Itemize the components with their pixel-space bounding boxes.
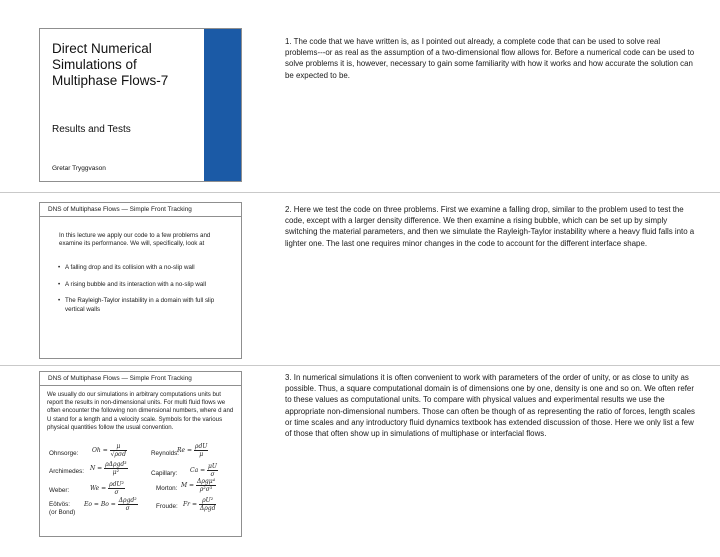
ohnesorge-label: Ohnsorge: xyxy=(49,450,79,457)
slide-nondimensional xyxy=(39,371,242,537)
slide-intro: We usually do our simulations in arbitrary computations units but report the results in non-dimensional units. For multi fluid flows we often encounter the following non dimensional numbers, where d and U stand for a length and a velocity scale. Symbols for the various physical quantities follow the usual convention. xyxy=(47,391,234,431)
list-item-text: The Rayleigh-Taylor instability in a domain with full slip vertical walls xyxy=(65,297,215,313)
page-separator xyxy=(0,365,720,366)
morton-formula: M = $\frac{\text{Δρgμ⁴}}{\text{ρ²σ³}}$ xyxy=(181,478,216,493)
bullet-icon: • xyxy=(58,264,61,271)
froude-formula: Fr = $\frac{\text{ρU²}}{\text{Δρgd}}$ xyxy=(183,497,216,512)
note-3: 3. In numerical simulations it is often convenient to work with parameters of the order of unity, or as close to unity as possible. Thus, a square computational domain is of dimensions one by one, density is one and so on. We often refer to these values as computational units. To compare with physical values and experimental results we use the appropriate non-dimensional numbers. Those can often be though of as representing the ratio of forces, length scales or time scales and any introductory fluid dynamics textbook has extended discussion of those. Here we only list a few of those that often show up in simulations of multiphase or interfacial flows. xyxy=(285,373,695,439)
list-item xyxy=(58,281,233,289)
slide-author: Gretar Tryggvason xyxy=(52,165,106,172)
bullet-list xyxy=(58,264,233,322)
morton-label: Morton: xyxy=(156,485,178,492)
slide-title-text: Direct Numerical Simulations of Multiphase Flows-7 xyxy=(52,41,169,88)
list-item-text: A falling drop and its collision with a no-slip wall xyxy=(65,264,195,271)
slide-title xyxy=(39,28,242,182)
reynolds-label: Reynolds: xyxy=(151,450,180,457)
list-item-text: A rising bubble and its interaction with a no-slip wall xyxy=(65,280,207,288)
weber-formula: We = $\frac{\text{ρdU²}}{\sigma}$ xyxy=(90,481,124,496)
bullet-icon: • xyxy=(58,280,61,288)
list-item xyxy=(58,297,233,313)
eotvos-alt-label: (or Bond) xyxy=(49,509,76,516)
weber-label: Weber: xyxy=(49,487,70,494)
capillary-label: Capillary: xyxy=(151,470,178,477)
accent-bar xyxy=(204,29,241,181)
capillary-formula: Ca = $\frac{\mu U}{\sigma}$ xyxy=(190,463,217,478)
archimedes-label: Archimedes: xyxy=(49,468,84,475)
slide-intro: In this lecture we apply our code to a few problems and examine its performance. We will, specifically, look at xyxy=(59,232,211,248)
reynolds-formula: Re = $\frac{\text{ρdU}}{\mu}$ xyxy=(177,443,208,458)
slide-subtitle: Results and Tests xyxy=(52,124,131,135)
note-1: 1. The code that we have written is, as I pointed out already, a complete code that can be used to solve real problems---or as real as the assumption of a two-dimensional flow allows for. Before a numerical code can be used to solve problems it is, however, necessary to gain some familiarity with how it works and how accurate the solution can be expected to be. xyxy=(285,37,695,80)
archimedes-formula: N = $\frac{\text{ρΔρgd³}}{\text{μ²}}$ xyxy=(90,461,127,476)
note-2: 2. Here we test the code on three problems. First we examine a falling drop, similar to the problem used to test the code, except with a larger density difference. We then examine a rising bubble, which can be set up by simply switching the material parameters, and then we simulate the Rayleigh-Taylor instability where a heavy fluid falls into a lighter one. The last one requires minor changes in the code to account for the different interface shape. xyxy=(285,205,695,248)
bullet-icon: • xyxy=(58,297,61,305)
page-separator xyxy=(0,192,720,193)
slide-overview xyxy=(39,202,242,359)
slide-header: DNS of Multiphase Flows — Simple Front Tracking xyxy=(40,203,241,217)
ohnesorge-formula: Oh = $\frac{\mu}{\text{√ρσd}}$ xyxy=(92,443,126,458)
eotvos-label: Eötvös: xyxy=(49,501,70,508)
froude-label: Froude: xyxy=(156,503,178,510)
slide-header: DNS of Multiphase Flows — Simple Front Tracking xyxy=(40,372,241,386)
eotvos-formula: Eo = Bo = $\frac{\text{Δρgd²}}{\sigma}$ xyxy=(84,497,137,512)
list-item xyxy=(58,264,233,272)
